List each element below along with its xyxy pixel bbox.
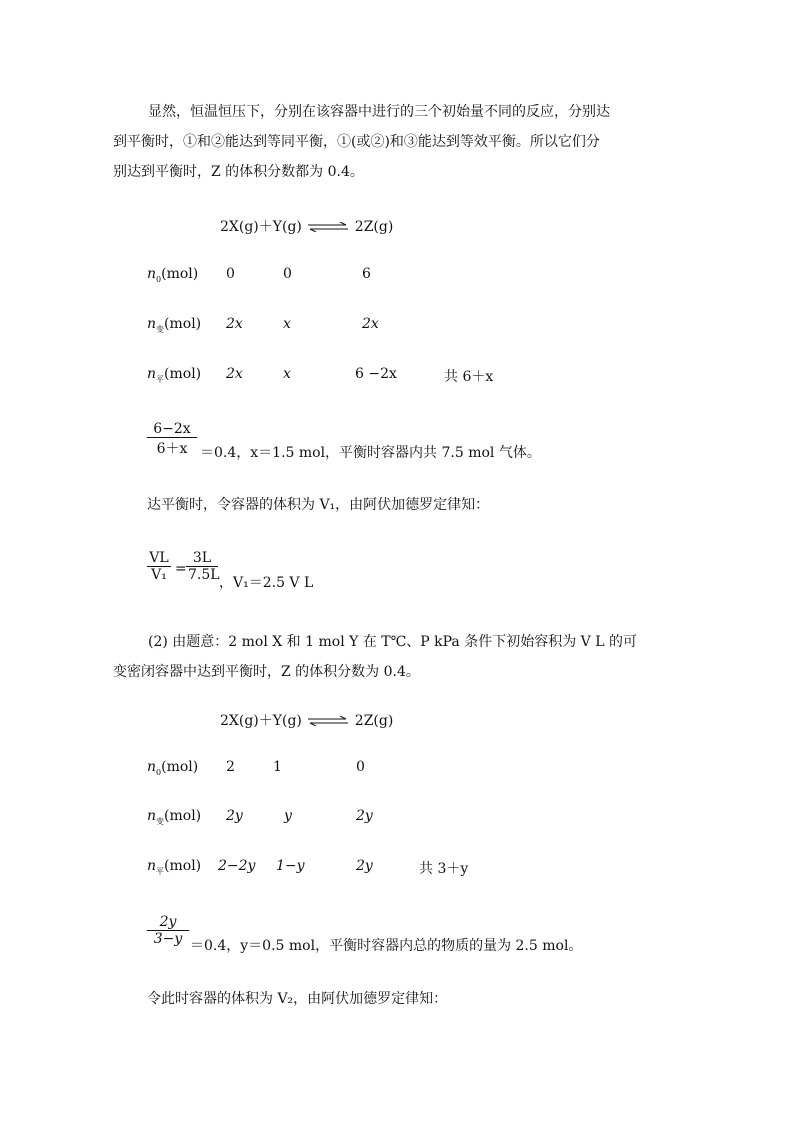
cell-x: 2x (226, 366, 243, 382)
cell-z: 0 (356, 759, 365, 775)
row-label-nbian: $n_变(mol)$ (147, 808, 202, 826)
fraction-left (147, 550, 171, 583)
fraction-numerator: 3L (192, 550, 212, 566)
reactants: 2X(g)＋Y(g) (220, 219, 302, 235)
cell-z: 2x (362, 316, 379, 332)
fraction-denominator: 7.5L (188, 567, 220, 583)
para2-line1: (2) 由题意：2 mol X 和 1 mol Y 在 T℃、P kPa 条件下初始容积为 V L 的可 (148, 634, 637, 650)
cell-y: x (283, 366, 291, 382)
cell-x: 2 (226, 759, 235, 775)
cell-x: 0 (226, 266, 235, 282)
cell-x: 2−2y (218, 858, 256, 874)
fraction-right (186, 550, 218, 583)
line-v1: 达平衡时，令容器的体积为 V₁，由阿伏加德罗定律知： (147, 497, 490, 513)
row-label-n0: $n_0(mol)$ (147, 266, 199, 284)
line-v2: 令此时容器的体积为 V₂，由阿伏加德罗定律知： (147, 991, 448, 1007)
cell-y: y (284, 808, 292, 824)
fraction-1 (147, 421, 197, 458)
equals-sign: = (175, 561, 187, 577)
fraction-numerator: 2y (159, 914, 177, 930)
cell-x: 2y (226, 808, 243, 824)
para1-line1: 显然，恒温恒压下，分别在该容器中进行的三个初始量不同的反应，分别达 (148, 104, 610, 120)
row-label-nping: $n_平(mol)$ (147, 858, 202, 876)
para2-line2: 变密闭容器中达到平衡时，Z 的体积分数为 0.4。 (113, 664, 420, 680)
products: 2Z(g) (354, 219, 394, 235)
equilibrium-arrow-icon (308, 222, 348, 232)
row-label-nping: $n_平(mol)$ (147, 366, 202, 384)
fraction-denominator: V₁ (147, 566, 171, 583)
cell-z: 2y (356, 858, 373, 874)
para1-line3: 别达到平衡时，Z 的体积分数都为 0.4。 (113, 164, 364, 180)
row-label-nbian: $n_变(mol)$ (147, 316, 202, 334)
fraction-2 (147, 914, 189, 947)
reactants: 2X(g)＋Y(g) (220, 713, 302, 729)
row-label-n0: $n_0(mol)$ (147, 759, 199, 777)
cell-z: 6 (362, 266, 371, 282)
cell-z: 2y (356, 808, 373, 824)
cell-x: 2x (226, 316, 243, 332)
fraction-denominator: 3−y (147, 930, 189, 947)
calc2-text: ＝0.4，y＝0.5 mol，平衡时容器内总的物质的量为 2.5 mol。 (190, 938, 583, 954)
products: 2Z(g) (354, 713, 394, 729)
cell-y: 1 (273, 759, 282, 775)
cell-total: 共 3＋y (419, 861, 469, 877)
cell-total: 共 6＋x (444, 369, 494, 385)
fraction-denominator: 6＋x (147, 437, 197, 458)
equilibrium-arrow-icon (308, 716, 348, 726)
calc1-text: ＝0.4，x＝1.5 mol，平衡时容器内共 7.5 mol 气体。 (200, 445, 541, 461)
cell-z: 6 −2x (355, 366, 397, 382)
cell-y: 0 (283, 266, 292, 282)
fraction-numerator: VL (149, 550, 169, 566)
reaction-equation-2 (220, 710, 393, 730)
cell-y: 1−y (276, 858, 305, 874)
reaction-equation-1 (220, 216, 393, 236)
ratio1-text: ，V₁＝2.5 V L (219, 575, 314, 591)
fraction-numerator: 6−2x (153, 421, 191, 437)
cell-y: x (283, 316, 291, 332)
para1-line2: 到平衡时，①和②能达到等同平衡，①(或②)和③能达到等效平衡。所以它们分 (113, 134, 600, 150)
